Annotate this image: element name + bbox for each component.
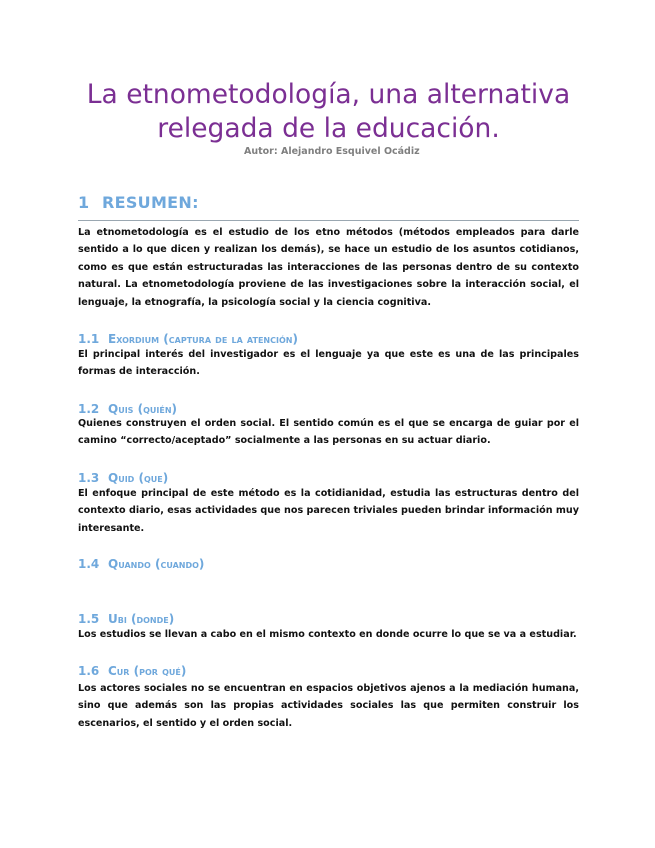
subsection-heading-1-2 bbox=[78, 402, 177, 416]
subsection-heading-text: Cur (por qué) bbox=[108, 664, 187, 678]
subsection-number: 1.5 bbox=[78, 612, 100, 626]
subsection-heading-text: Exordium (captura de la atención) bbox=[108, 332, 298, 346]
section-number: 1 bbox=[78, 193, 90, 212]
section-heading bbox=[78, 193, 579, 221]
subsection-body-1-1: El principal interés del investigador es el lenguaje ya que este es una de las principales formas de interacción. bbox=[78, 349, 579, 378]
subsection-body-1-3: El enfoque principal de este método es la cotidianidad, estudia las estructuras dentro del contexto diario, esas actividades que nos parecen triviales pueden brindar información muy interesante. bbox=[78, 488, 579, 534]
subsection-body-1-2: Quienes construyen el orden social. El sentido común es el que se encarga de guiar por el camino “correcto/aceptado” socialmente a las personas en su actuar diario. bbox=[78, 418, 579, 447]
subsection-heading-1-6 bbox=[78, 664, 186, 678]
title-line-1: La etnometodología, una alternativa bbox=[86, 79, 571, 110]
subsection-heading-1-3 bbox=[78, 471, 168, 485]
subsection-body-1-6: Los actores sociales no se encuentran en espacios objetivos ajenos a la mediación humana, sino que además son las propias actividades sociales las que permiten construir los escenarios, el sentido y el orden social. bbox=[78, 683, 579, 729]
subsection-heading-text: Quid (que) bbox=[108, 471, 169, 485]
subsection-body-1-5: Los estudios se llevan a cabo en el mismo contexto en donde ocurre lo que se va a estudiar. bbox=[78, 629, 577, 640]
document-title bbox=[78, 78, 579, 146]
subsection-heading-1-1 bbox=[78, 332, 298, 346]
section-body: La etnometodología es el estudio de los etno métodos (métodos empleados para darle sentido a lo que dicen y realizan los demás), se hace un estudio de los asuntos cotidianos, como es que están estructuradas las interacciones de las personas dentro de su contexto natural. La etnometodología proviene de las investigaciones sobre la interacción social, el lenguaje, la etnografía, la psicología social y la ciencia cognitiva. bbox=[78, 227, 579, 308]
subsection-number: 1.1 bbox=[78, 332, 100, 346]
subsection-heading-text: Quando (cuando) bbox=[108, 557, 205, 571]
title-line-2: relegada de la educación. bbox=[157, 113, 500, 144]
section-heading-text: RESUMEN: bbox=[102, 193, 199, 212]
author-line: Autor: Alejandro Esquivel Ocádiz bbox=[244, 146, 420, 157]
subsection-heading-1-4 bbox=[78, 557, 204, 571]
subsection-number: 1.6 bbox=[78, 664, 100, 678]
document-page bbox=[78, 78, 579, 729]
subsection-number: 1.4 bbox=[78, 557, 100, 571]
subsection-heading-text: Quis (quién) bbox=[108, 402, 178, 416]
subsection-number: 1.2 bbox=[78, 402, 100, 416]
subsection-heading-text: Ubi (donde) bbox=[108, 612, 175, 626]
subsection-heading-1-5 bbox=[78, 612, 174, 626]
subsection-number: 1.3 bbox=[78, 471, 100, 485]
